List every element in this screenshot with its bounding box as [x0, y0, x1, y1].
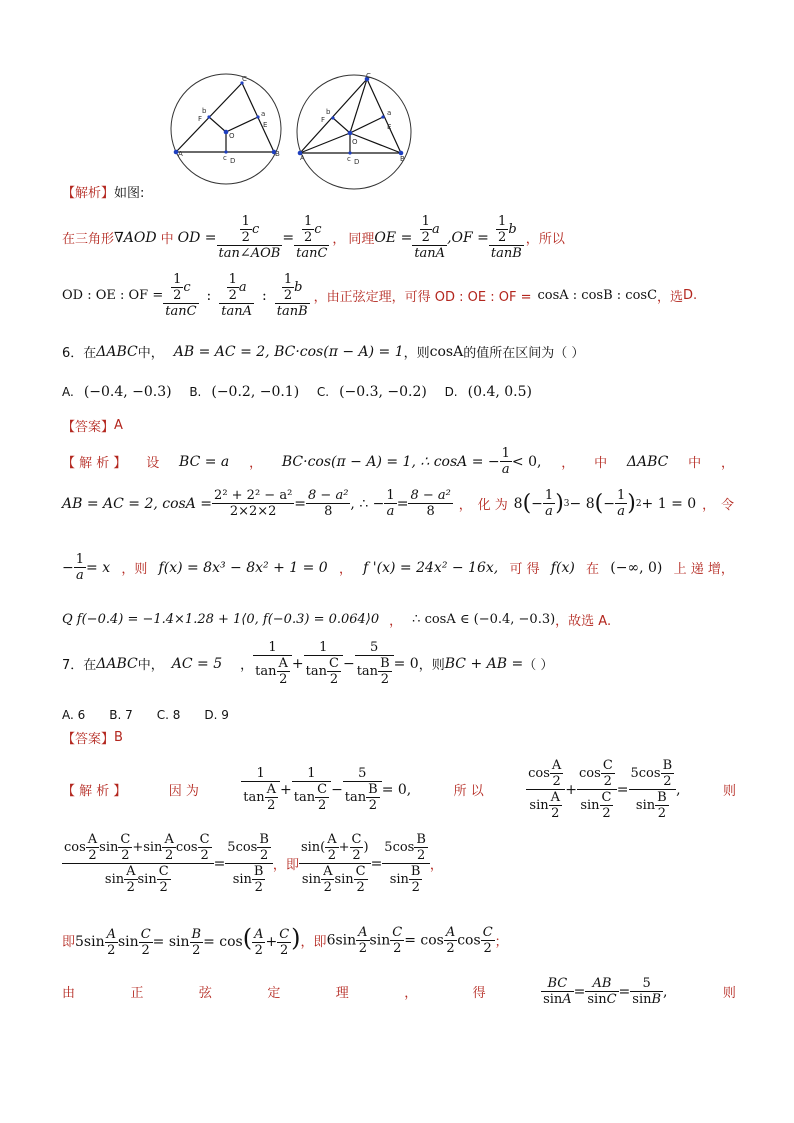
text-segment: 弦	[198, 986, 212, 1001]
math-expr: , ∴ −	[350, 495, 385, 512]
right-label: F	[321, 116, 326, 124]
text-segment: 同理	[348, 232, 375, 247]
exponent: 2	[635, 498, 642, 509]
right-label: O	[352, 138, 358, 146]
text-segment: 上 递 增，	[673, 562, 734, 577]
text-segment: 正	[130, 986, 144, 1001]
text-segment: ，则	[418, 658, 445, 673]
conclusion-text: 由正弦定理，可得 OD : OE : OF =	[326, 290, 532, 305]
question-number: 7．在	[62, 658, 97, 673]
text-segment: 在	[586, 562, 600, 577]
math-expr: ∴ cosA ∈ (−0.4, −0.3)	[412, 612, 556, 627]
math-expr: BC = a	[179, 453, 230, 470]
option-a[interactable]: A. (−0.4, −0.3)	[62, 384, 172, 400]
question-number: 6．在	[62, 346, 97, 361]
answer-label: 【答案】	[62, 732, 115, 747]
triangle-symbol: ΔABC	[626, 453, 669, 470]
left-circle-figure	[171, 74, 281, 184]
left-label: A	[178, 150, 183, 158]
text-segment: 令	[720, 498, 734, 513]
equals: =	[294, 495, 307, 512]
fraction: 5cos $\frac{B}{2}$ sin $\frac{B}{2}$	[382, 832, 430, 895]
math-expr: = x	[86, 559, 111, 576]
math-expr: f(x) = 8x³ − 8x² + 1 = 0	[158, 559, 328, 576]
fraction: sin( $\frac{A}{2}$ + $\frac{C}{2}$ ) sin $\frac{A}{2}$ sin $\frac{C}{2}$	[300, 832, 369, 895]
fraction: $\frac{1}{a}$	[544, 488, 554, 519]
right-label: C	[366, 72, 371, 80]
q6-answer	[62, 416, 123, 435]
left-label: D	[230, 157, 236, 165]
right-circle	[297, 75, 411, 189]
option-d[interactable]: D. (0.4, 0.5)	[444, 384, 532, 400]
condition: AB = AC = 2, BC·cos(π − A) = 1	[173, 343, 404, 360]
fraction: $\frac{1}{2}$ c tan∠AOB	[218, 214, 281, 261]
math-expr: (−∞, 0)	[610, 559, 663, 576]
text-segment: ，故选 A.	[555, 614, 612, 629]
text-segment: 设	[146, 456, 160, 471]
text-segment: 即	[285, 858, 299, 873]
analysis-label: 【解析】	[62, 186, 115, 201]
left-circle	[171, 74, 281, 184]
text-segment: 中	[160, 232, 174, 247]
q6-analysis-line1: 【 解 析 】 设 BC = a ， BC·cos(π − A) = 1, ∴ cosA = − $\frac{1}{a}$ < 0, ， 中 ΔABC 中 ，	[62, 446, 734, 477]
analysis-label: 【 解 析 】	[62, 456, 127, 471]
geometry-figures	[168, 72, 438, 194]
ratio-label: OD : OE : OF =	[62, 288, 164, 303]
q6-analysis-line3: − $\frac{1}{a}$ = x ，则 f(x) = 8x³ − 8x² + 1 = 0 ， f '(x) = 24x² − 16x, 可 得 f(x) 在 (−∞, 0) 上 递 增，	[62, 552, 734, 583]
option-c[interactable]: C. 8	[156, 708, 181, 722]
answer-choice: D.	[683, 288, 698, 303]
fraction: 5cos $\frac{B}{2}$ sin $\frac{B}{2}$	[225, 832, 273, 895]
left-label: b	[202, 107, 207, 115]
q7-answer	[62, 728, 123, 747]
right-label: B	[400, 155, 405, 163]
q6-options	[62, 384, 532, 400]
q7-analysis-line1: 【 解 析 】 因 为 1 tan $\frac{A}{2}$ + 1 tan $\frac{C}{2}$ − 5 tan $\frac{B}{2}$ = 0, 所 以 cos $\frac{A}{2}$ sin $\frac{A}{2}$ + cos $\frac{C}{2}$ sin $\frac{C}{2}$ = 5cos $\frac{B}{2}$ sin $\frac{B}{2}$ , 则	[62, 758, 736, 821]
text-segment: 即	[62, 935, 76, 951]
left-label: c	[223, 154, 227, 162]
left-label: F	[198, 115, 203, 123]
fraction: 5 tan $\frac{B}{2}$	[355, 640, 394, 687]
text-segment: 中，	[137, 658, 164, 673]
q6-analysis-line2: AB = AC = 2, cosA = $\frac{\text{2² + 2² − a²}}{2\times 2\times 2}$ = $\frac{\text{8 − a²}}{8}$ , ∴ − $\frac{1}{a}$ = $\frac{\text{8 − a²}}{8}$ ， 化 为 8 ( − $\frac{1}{a}$ ) 3 − 8 ( − $\frac{1}{a}$ ) 2 + 1 = 0 ， 令	[62, 488, 734, 519]
option-c[interactable]: C. (−0.3, −0.2)	[316, 384, 427, 400]
fraction: $\frac{1}{a}$	[75, 552, 85, 583]
option-b[interactable]: B. (−0.2, −0.1)	[189, 384, 300, 400]
math-expr: AB = AC = 2, cosA =	[62, 495, 213, 512]
right-label: E	[387, 123, 392, 131]
q7-options	[62, 708, 229, 722]
answer-value: B	[114, 730, 123, 745]
left-label: a	[261, 110, 266, 118]
q7-analysis-line3: 即 5sin $\frac{A}{2}$ sin $\frac{C}{2}$ = sin $\frac{B}{2}$ = cos( $\frac{A}{2}$ + $\frac{C}{2}$ ) ， 即 6sin $\frac{A}{2}$ sin $\frac{C}{2}$ = cos $\frac{A}{2}$ cos $\frac{C}{2}$ ；	[62, 924, 508, 958]
text-segment: 中	[688, 456, 702, 471]
fraction: $\frac{1}{2}$ a tanA	[221, 272, 252, 319]
text-segment: 由	[62, 986, 76, 1001]
fraction: $\frac{1}{2}$ b tanB	[490, 214, 522, 261]
text-segment: ，则	[403, 346, 430, 361]
right-label: D	[354, 158, 360, 166]
math-expr: 8	[513, 495, 523, 512]
od-label: OD =	[177, 229, 217, 246]
left-label: E	[263, 121, 268, 129]
math-expr: f(x)	[550, 559, 575, 576]
text-segment: 则	[722, 986, 736, 1001]
math-expr: f '(x) = 24x² − 16x,	[363, 559, 499, 576]
text-segment: 即	[313, 935, 327, 951]
math-expr: AC = 5	[171, 655, 223, 672]
right-label: a	[387, 109, 392, 117]
text-segment: 中，	[137, 346, 164, 361]
fraction: cos $\frac{C}{2}$ sin $\frac{C}{2}$	[577, 758, 617, 821]
exponent: 3	[563, 498, 570, 509]
text-segment: 选	[670, 290, 684, 305]
fraction: $\frac{1}{a}$	[501, 446, 510, 477]
option-b[interactable]: B. 7	[109, 708, 133, 722]
cos-ratio: cosA : cosB : cosC	[537, 288, 658, 303]
math-expr: BC + AB =	[444, 655, 524, 672]
analysis-label: 【 解 析 】	[62, 784, 127, 799]
text-segment: 的值所在区间为（ ）	[463, 346, 585, 361]
fraction: 1 tan $\frac{A}{2}$	[253, 640, 292, 687]
q7-analysis-line4: 由 正 弦 定 理 ， 得 $\frac{BC}{\sin A}$ = $\frac{AB}{\sin C}$ = $\frac{5}{\sin B}$ , 则	[62, 976, 736, 1007]
fraction: $\frac{\text{2² + 2² − a²}}{2\times 2\times 2}$	[214, 488, 293, 519]
text-segment: 理	[335, 986, 349, 1001]
oe-label: OE =	[374, 229, 413, 246]
answer-blank: （ ）	[523, 658, 554, 673]
fraction: $\frac{\text{8 − a²}}{8}$	[410, 488, 451, 519]
triangle-symbol: ΔABC	[96, 343, 138, 360]
right-circle-figure	[297, 72, 411, 189]
text-segment: 可 得	[509, 562, 540, 577]
left-label: C	[242, 75, 247, 83]
text-segment: 因 为	[168, 784, 199, 799]
fraction: $\frac{AB}{\sin C}$	[587, 976, 617, 1007]
fraction: $\frac{5}{\sin B}$	[632, 976, 662, 1007]
text-segment: 得	[472, 986, 486, 1001]
right-label: A	[300, 154, 305, 162]
text-segment: 所以	[538, 232, 565, 247]
text-segment: ，则	[121, 562, 148, 577]
fraction: 1 tan $\frac{C}{2}$	[304, 640, 343, 687]
right-label: c	[347, 155, 351, 163]
text-segment: 中	[594, 456, 608, 471]
text-segment: 则	[722, 784, 736, 799]
text-segment: 所 以	[453, 784, 484, 799]
triangle-symbol: ΔABC	[96, 655, 138, 672]
cosA: cosA	[429, 343, 464, 360]
fraction: 5cos $\frac{B}{2}$ sin $\frac{B}{2}$	[629, 758, 677, 821]
fraction: cos $\frac{A}{2}$ sin $\frac{C}{2}$ +sin $\frac{A}{2}$ cos $\frac{C}{2}$ sin $\frac{A}{2}$ sin $\frac{C}{2}$	[62, 832, 214, 895]
of-label: OF =	[451, 229, 489, 246]
answer-label: 【答案】	[62, 420, 115, 435]
math-expr: BC·cos(π − A) = 1, ∴ cosA = −	[281, 453, 500, 470]
fraction: cos $\frac{A}{2}$ sin $\frac{A}{2}$	[526, 758, 565, 821]
fraction: 1 tan $\frac{C}{2}$	[292, 766, 331, 813]
right-label: b	[326, 108, 331, 116]
fraction: $\frac{1}{2}$ c tanC	[165, 272, 197, 319]
option-a[interactable]: A. 6	[62, 708, 86, 722]
text-segment: ，	[404, 986, 418, 1001]
math-expr: < 0,	[511, 453, 542, 470]
fraction: $\frac{1}{2}$ c tanC	[296, 214, 328, 261]
q6-analysis-line4: Q f(−0.4) = −1.4×1.28 + 1⟨0, f(−0.3) = 0.064⟩0 ， ∴ cosA ∈ (−0.4, −0.3) ，故选 A.	[62, 612, 612, 629]
option-d[interactable]: D. 9	[204, 708, 229, 722]
fraction: $\frac{1}{a}$	[616, 488, 626, 519]
math-expr: Q f(−0.4) = −1.4×1.28 + 1⟨0, f(−0.3) = 0.064⟩0	[62, 612, 380, 627]
fraction: $\frac{1}{2}$ b tanB	[276, 272, 308, 319]
text-segment: 在三角形	[62, 232, 115, 247]
fraction: 5 tan $\frac{B}{2}$	[343, 766, 382, 813]
text-segment: 化 为	[477, 498, 508, 513]
q5-analysis-heading	[62, 182, 144, 201]
triangle-symbol: ∇AOD	[114, 229, 157, 246]
q6-stem	[62, 342, 584, 361]
left-label: O	[229, 132, 235, 140]
left-label: B	[275, 150, 280, 158]
analysis-intro: 如图:	[114, 186, 145, 201]
fraction: 1 tan $\frac{A}{2}$	[241, 766, 280, 813]
q5-od-line: 在三角形 ∇AOD 中 OD = $\frac{1}{2}$ c tan∠AOB = $\frac{1}{2}$ c tanC ， 同理 OE = $\frac{1}{2}$ a tanA , OF = $\frac{1}{2}$ b tanB ， 所以	[62, 214, 565, 261]
q7-stem: 7．在 ΔABC 中， AC = 5 ， 1 tan $\frac{A}{2}$ + 1 tan $\frac{C}{2}$ − 5 tan $\frac{B}{2}$ = 0 ，则 BC + AB = （ ）	[62, 640, 554, 687]
fraction: $\frac{\text{8 − a²}}{8}$	[308, 488, 349, 519]
fraction: $\frac{BC}{\sin A}$	[543, 976, 572, 1007]
text-segment: 定	[267, 986, 281, 1001]
answer-value: A	[114, 418, 123, 433]
q7-analysis-line2: cos $\frac{A}{2}$ sin $\frac{C}{2}$ +sin $\frac{A}{2}$ cos $\frac{C}{2}$ sin $\frac{A}{2}$ sin $\frac{C}{2}$ = 5cos $\frac{B}{2}$ sin $\frac{B}{2}$ ， 即 sin( $\frac{A}{2}$ + $\frac{C}{2}$ ) sin $\frac{A}{2}$ sin $\frac{C}{2}$ = 5cos $\frac{B}{2}$ sin $\frac{B}{2}$ ，	[64, 832, 443, 895]
math-expr: + 1 = 0	[641, 495, 697, 512]
q5-ratio-line: OD : OE : OF = $\frac{1}{2}$ c tanC : $\frac{1}{2}$ a tanA : $\frac{1}{2}$ b tanB ， 由正弦定理，可得 OD : OE : OF = cosA : cosB : cosC ， 选 D.	[62, 272, 698, 319]
fraction: $\frac{1}{a}$	[386, 488, 395, 519]
fraction: $\frac{1}{2}$ a tanA	[414, 214, 446, 261]
